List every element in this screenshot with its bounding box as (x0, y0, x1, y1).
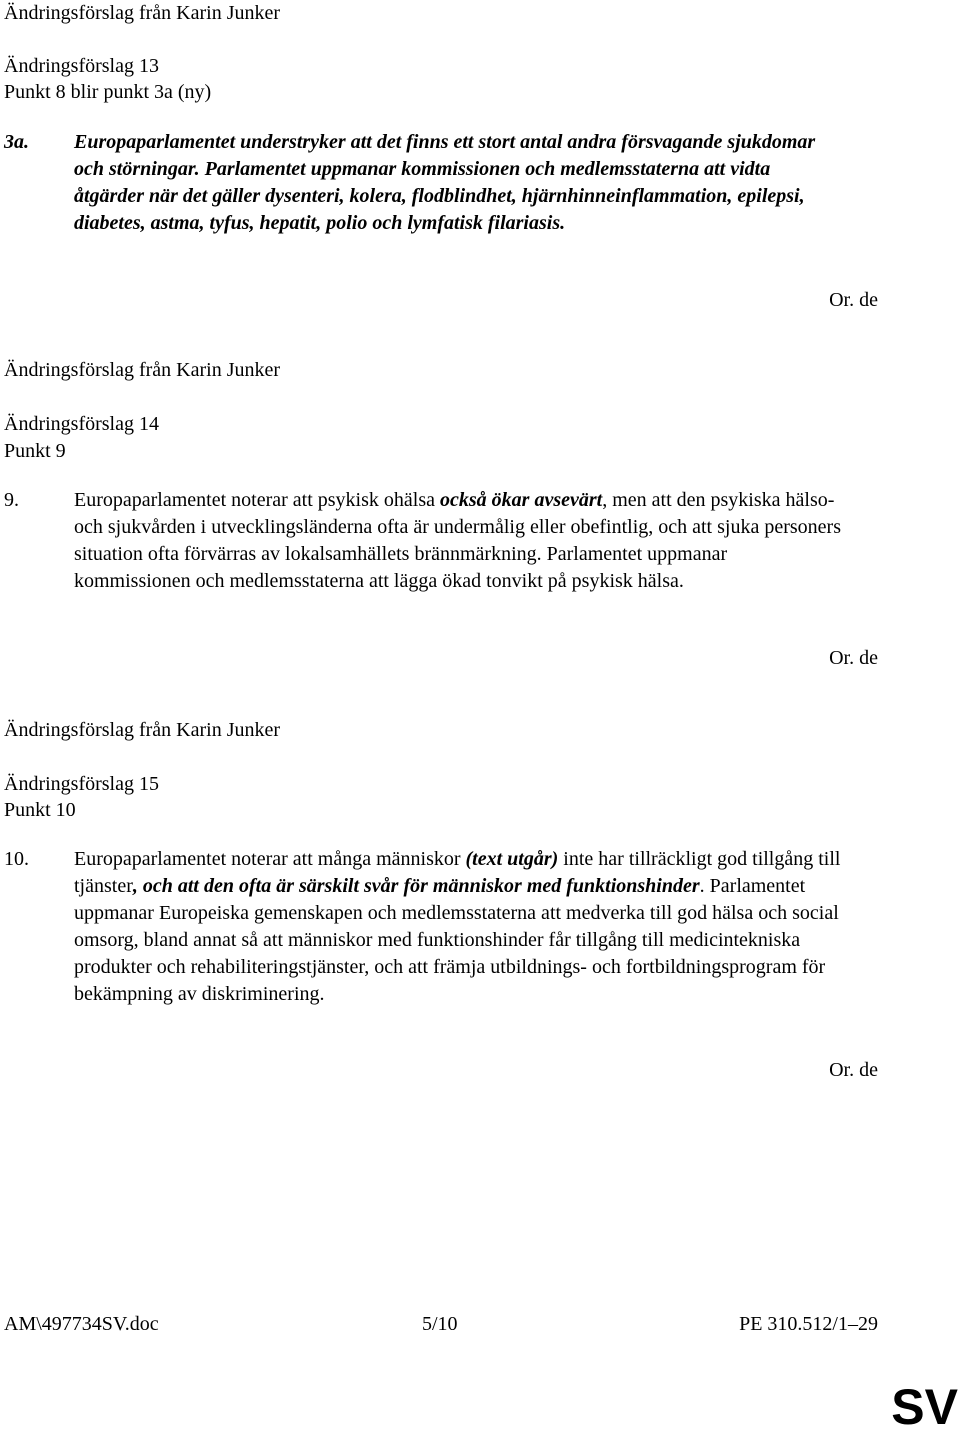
amendment-text-part: Europaparlamentet noterar att psykisk ohälsa (74, 489, 440, 511)
amendment-text (74, 487, 844, 595)
amendment-text-change: också ökar avsevärt (440, 489, 603, 511)
original-language-note: Or. de (829, 647, 878, 669)
amendment-point: Punkt 8 blir punkt 3a (ny) (4, 81, 212, 103)
amendment-author: Ändringsförslag från Karin Junker (4, 2, 281, 24)
amendment-text (74, 846, 864, 1008)
original-language-note: Or. de (829, 1059, 878, 1081)
amendment-text-part: inte har tillräckligt god tillgång till tjänster (74, 848, 841, 897)
amendment-point: Punkt 10 (4, 799, 76, 821)
amendment-text-part: Europaparlamentet noterar att många människor (74, 848, 466, 870)
footer-doc-ref: AM\497734SV.doc (4, 1313, 159, 1335)
amendment-point: Punkt 9 (4, 440, 66, 462)
language-code: SV (891, 1379, 958, 1435)
amendment-text-change: , och att den ofta är särskilt svår för människor med funktionshinder (132, 875, 700, 897)
amendment-author: Ändringsförslag från Karin Junker (4, 719, 281, 741)
amendment-number: Ändringsförslag 15 (4, 773, 159, 795)
footer-page-number: 5/10 (422, 1313, 458, 1335)
paragraph-number: 3a. (4, 131, 29, 153)
amendment-text (74, 129, 844, 237)
footer-pe-ref: PE 310.512/1–29 (739, 1313, 878, 1335)
paragraph-number: 10. (4, 848, 29, 870)
paragraph-number: 9. (4, 489, 19, 511)
amendment-text-part: , men att den psykiska hälso- och sjukvården i utvecklingsländerna ofta är undermålig eller obefintlig, och att sjuka personers situation ofta förvärras av lokalsamhällets brännmärkning. Parlamentet uppmanar kommissionen och medlemsstaterna att lägga ökad tonvikt på psykisk hälsa. (74, 489, 841, 592)
amendment-number: Ändringsförslag 14 (4, 413, 159, 435)
amendment-author: Ändringsförslag från Karin Junker (4, 359, 281, 381)
amendment-text-part: . Parlamentet uppmanar Europeiska gemenskapen och medlemsstaterna att medverka till god hälsa och social omsorg, bland annat så att människor med funktionshinder får tillgång till medicintekniska produkter och rehabiliteringstjänster, och att främja utbildnings- och fortbildningsprogram för bekämpning av diskriminering. (74, 875, 839, 1005)
amendment-text-part: Europaparlamentet understryker att det finns ett stort antal andra försvagande sjukdomar och störningar. Parlamentet uppmanar kommissionen och medlemsstaterna att vidta åtgärder när det gäller dysenteri, kolera, flodblindhet, hjärnhinneinflammation, epilepsi, diabetes, astma, tyfus, hepatit, polio och lymfatisk filariasis. (74, 131, 816, 234)
amendment-number: Ändringsförslag 13 (4, 55, 159, 77)
original-language-note: Or. de (829, 289, 878, 311)
amendment-text-deletion: (text utgår) (465, 848, 559, 870)
